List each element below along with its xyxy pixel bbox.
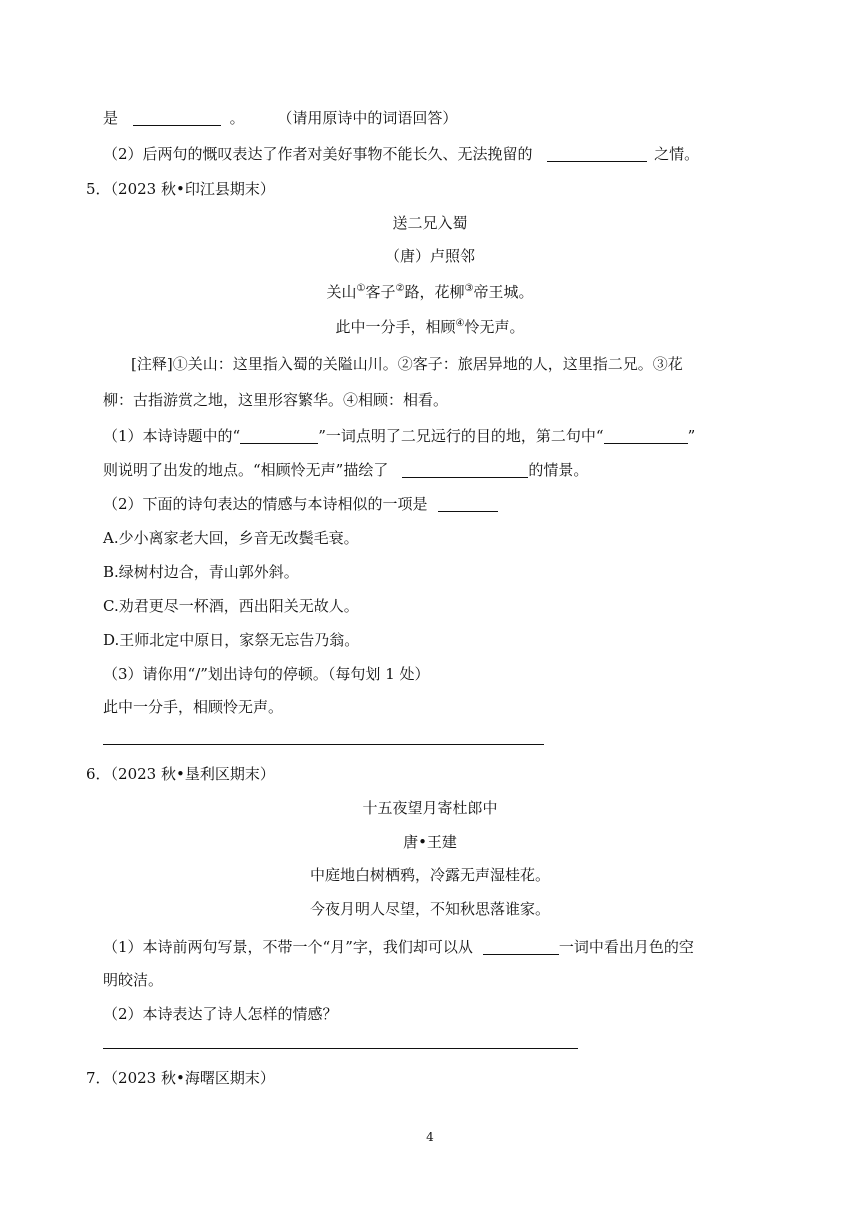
poem-line: [0, 279, 860, 302]
poem-line: 此中一分手，相顾怜无声。: [103, 698, 284, 716]
text: 怜无声。: [464, 318, 525, 336]
answer-blank[interactable]: [240, 427, 318, 444]
option-b[interactable]: B.绿树村边合，青山郭外斜。: [103, 563, 299, 581]
question-line: [103, 426, 695, 446]
text: 。: [229, 109, 245, 127]
answer-blank[interactable]: [483, 938, 559, 955]
text: 路，花柳: [404, 283, 465, 301]
annotation-line: [注释]①关山：这里指入蜀的关隘山川。②客子：旅居异地的人，这里指二兄。③花: [131, 355, 683, 373]
note-mark: ④: [455, 318, 465, 329]
poem-line: 今夜月明人尽望，不知秋思落谁家。: [309, 900, 550, 918]
text: 是: [103, 109, 119, 127]
answer-line[interactable]: [103, 744, 544, 745]
question-line: [103, 460, 588, 480]
text: 之情。: [654, 145, 700, 163]
text: 关山: [326, 283, 357, 301]
text: ”一词点明了二兄远行的目的地，第二句中“: [318, 427, 604, 445]
poem-title: 十五夜望月寄杜郎中: [362, 799, 498, 817]
question-line: （2）本诗表达了诗人怎样的情感？: [103, 1005, 338, 1023]
answer-line[interactable]: [103, 1048, 578, 1049]
poem-title: 送二兄入蜀: [392, 214, 468, 232]
text: 此中一分手，相顾: [335, 318, 456, 336]
question-line: [103, 144, 699, 164]
answer-blank[interactable]: [604, 427, 688, 444]
text: （1）本诗诗题中的“: [103, 427, 241, 445]
option-a[interactable]: A.少小离家老大回，乡音无改鬓毛衰。: [103, 529, 359, 547]
note-mark: ②: [395, 283, 405, 294]
question-header: 5．（2023 秋•印江县期末）: [86, 180, 275, 198]
text: （1）本诗前两句写景，不带一个“月”字，我们却可以从: [103, 938, 473, 956]
question-line: [103, 937, 694, 957]
question-line: 明皎洁。: [103, 971, 164, 989]
question-line: （3）请你用“/”划出诗句的停顿。（每句划 1 处）: [103, 665, 430, 683]
text: 一词中看出月色的空: [558, 938, 694, 956]
text-line: [103, 108, 457, 128]
answer-blank[interactable]: [133, 109, 221, 126]
answer-blank[interactable]: [402, 461, 528, 478]
text: （请用原诗中的词语回答）: [277, 109, 458, 127]
text: 客子: [365, 283, 396, 301]
question-header: 7．（2023 秋•海曙区期末）: [86, 1069, 275, 1087]
page-number: 4: [426, 1130, 434, 1144]
text: 的情景。: [528, 461, 589, 479]
text: 帝王城。: [473, 283, 534, 301]
question-line: [103, 494, 498, 514]
note-mark: ③: [464, 283, 474, 294]
question-header: 6．（2023 秋•垦利区期末）: [86, 765, 275, 783]
answer-blank[interactable]: [547, 145, 647, 162]
note-mark: ①: [356, 283, 366, 294]
text: （2）下面的诗句表达的情感与本诗相似的一项是: [103, 495, 428, 513]
answer-blank[interactable]: [438, 495, 498, 512]
option-d[interactable]: D.王师北定中原日，家祭无忘告乃翁。: [103, 631, 360, 649]
text: ”: [687, 427, 696, 445]
poem-author: 唐•王建: [403, 833, 457, 851]
option-c[interactable]: C.劝君更尽一杯酒，西出阳关无故人。: [103, 597, 359, 615]
poem-line: [0, 314, 860, 337]
poem-line: 中庭地白树栖鸦，冷露无声湿桂花。: [309, 866, 550, 884]
annotation-line: 柳：古指游赏之地，这里形容繁华。④相顾：相看。: [103, 391, 449, 409]
poem-author: （唐）卢照邻: [384, 247, 475, 265]
text: 则说明了出发的地点。“相顾怜无声”描绘了: [103, 461, 389, 479]
text: （2）后两句的慨叹表达了作者对美好事物不能长久、无法挽留的: [103, 145, 533, 163]
